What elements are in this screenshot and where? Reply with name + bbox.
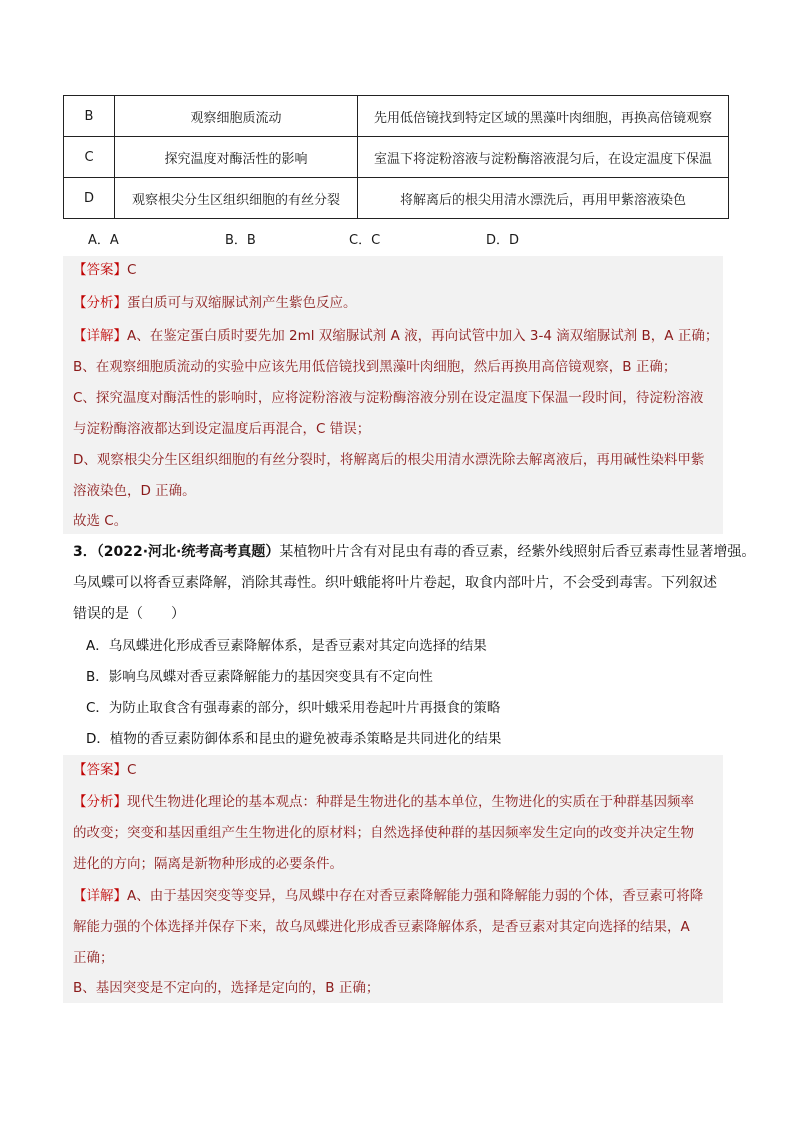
experiment-name: 观察细胞质流动 bbox=[115, 96, 358, 137]
analysis-tag: 【分析】 bbox=[73, 295, 127, 311]
q3-analysis-line: 的改变；突变和基因重组产生生物进化的原材料；自然选择使种群的基因频率发生定向的改变并决定生物 bbox=[73, 825, 694, 841]
experiment-name: 探究温度对酶活性的影响 bbox=[115, 137, 358, 178]
detail-text: A、由于基因突变等变异，乌凤蝶中存在对香豆素降解能力强和降解能力弱的个体，香豆素可将降 bbox=[127, 888, 704, 904]
q3-option-b[interactable]: B．影响乌凤蝶对香豆素降解能力的基因突变具有不定向性 bbox=[86, 669, 433, 685]
q3-stem-line: 乌凤蝶可以将香豆素降解，消除其毒性。织叶蛾能将叶片卷起，取食内部叶片，不会受到毒害。下列叙述 bbox=[73, 575, 717, 591]
table-row bbox=[64, 96, 729, 137]
detail-text: A、在鉴定蛋白质时要先加 2ml 双缩脲试剂 A 液，再向试管中加入 3-4 滴双缩脲试剂 B，A 正确； bbox=[127, 328, 719, 344]
q2-detail-line bbox=[73, 326, 718, 346]
row-label: D bbox=[64, 178, 115, 219]
q3-detail-line: B、基因突变是不定向的，选择是定向的，B 正确； bbox=[73, 980, 380, 996]
answer-value: C bbox=[127, 262, 137, 278]
q2-analysis bbox=[73, 293, 357, 313]
choice-d[interactable]: D．D bbox=[486, 233, 520, 248]
q2-solution-block bbox=[63, 256, 723, 534]
experiment-table bbox=[63, 95, 729, 219]
q3-solution-block bbox=[63, 755, 723, 1003]
answer-tag: 【答案】 bbox=[73, 262, 127, 278]
experiment-procedure: 室温下将淀粉溶液与淀粉酶溶液混匀后，在设定温度下保温 bbox=[358, 137, 729, 178]
q3-option-a[interactable]: A．乌凤蝶进化形成香豆素降解体系，是香豆素对其定向选择的结果 bbox=[86, 638, 487, 654]
analysis-text: 现代生物进化理论的基本观点：种群是生物进化的基本单位，生物进化的实质在于种群基因频率 bbox=[127, 794, 694, 810]
q3-number: 3． bbox=[73, 544, 97, 560]
q2-conclusion: 故选 C。 bbox=[73, 513, 128, 529]
q3-option-c[interactable]: C．为防止取食含有强毒素的部分，织叶蛾采用卷起叶片再摄食的策略 bbox=[86, 700, 501, 716]
q3-analysis-line: 进化的方向；隔离是新物种形成的必要条件。 bbox=[73, 856, 343, 872]
experiment-name: 观察根尖分生区组织细胞的有丝分裂 bbox=[115, 178, 358, 219]
q3-detail-line bbox=[73, 886, 703, 906]
row-label: B bbox=[64, 96, 115, 137]
q2-detail-line: C、探究温度对酶活性的影响时，应将淀粉溶液与淀粉酶溶液分别在设定温度下保温一段时间，待淀粉溶液 bbox=[73, 390, 704, 406]
answer-value: C bbox=[127, 762, 137, 778]
q2-detail-line: 与淀粉酶溶液都达到设定温度后再混合，C 错误； bbox=[73, 421, 371, 437]
q2-answer bbox=[73, 260, 136, 280]
experiment-procedure: 将解离后的根尖用清水漂洗后，再用甲紫溶液染色 bbox=[358, 178, 729, 219]
choice-b[interactable]: B．B bbox=[225, 233, 256, 248]
analysis-tag: 【分析】 bbox=[73, 794, 127, 810]
q3-source: （2022·河北·统考高考真题） bbox=[96, 544, 280, 560]
detail-tag: 【详解】 bbox=[73, 888, 127, 904]
q3-option-d[interactable]: D．植物的香豆素防御体系和昆虫的避免被毒杀策略是共同进化的结果 bbox=[86, 731, 502, 747]
q2-detail-line: 溶液染色，D 正确。 bbox=[73, 483, 196, 499]
choice-a[interactable]: A．A bbox=[88, 233, 119, 248]
q3-analysis-line bbox=[73, 792, 694, 812]
q3-stem-text: 某植物叶片含有对昆虫有毒的香豆素，经紫外线照射后香豆素毒性显著增强。 bbox=[279, 544, 756, 560]
q3-stem-line bbox=[73, 542, 755, 562]
q3-detail-line: 正确； bbox=[73, 950, 114, 966]
table-row bbox=[64, 178, 729, 219]
row-label: C bbox=[64, 137, 115, 178]
experiment-procedure: 先用低倍镜找到特定区域的黑藻叶肉细胞，再换高倍镜观察 bbox=[358, 96, 729, 137]
q3-stem-line: 错误的是（ ） bbox=[73, 606, 185, 622]
choice-c[interactable]: C．C bbox=[349, 233, 381, 248]
analysis-text: 蛋白质可与双缩脲试剂产生紫色反应。 bbox=[127, 295, 357, 311]
q3-detail-line: 解能力强的个体选择并保存下来，故乌凤蝶进化形成香豆素降解体系，是香豆素对其定向选择的结果，A bbox=[73, 919, 690, 935]
answer-tag: 【答案】 bbox=[73, 762, 127, 778]
table-row bbox=[64, 137, 729, 178]
detail-tag: 【详解】 bbox=[73, 328, 127, 344]
q2-detail-line: D、观察根尖分生区组织细胞的有丝分裂时，将解离后的根尖用清水漂洗除去解离液后，再用碱性染料甲紫 bbox=[73, 452, 705, 468]
q3-answer bbox=[73, 760, 136, 780]
q2-detail-line: B、在观察细胞质流动的实验中应该先用低倍镜找到黑藻叶肉细胞，然后再换用高倍镜观察，B 正确； bbox=[73, 359, 677, 375]
